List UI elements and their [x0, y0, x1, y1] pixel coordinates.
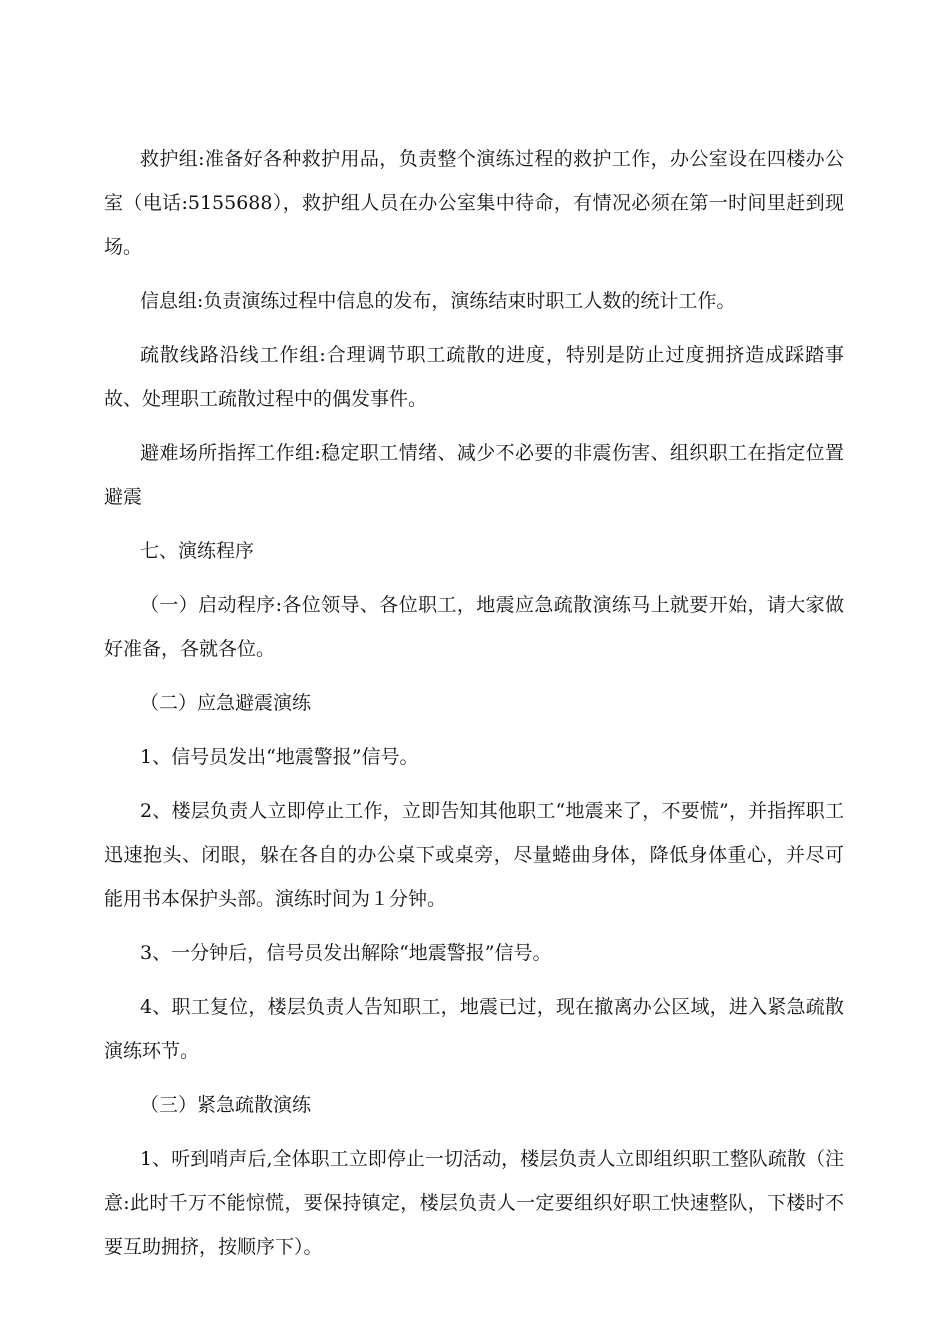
list-item-step-3: 3、一分钟后，信号员发出解除“地震警报”信号。: [140, 942, 552, 964]
paragraph-start-procedure: （一）启动程序:各位领导、各位职工，地震应急疏散演练马上就要开始，请大家做好准备，各就各位。: [104, 594, 844, 660]
paragraph-info-group: 信息组:负责演练过程中信息的发布，演练结束时职工人数的统计工作。: [140, 290, 736, 312]
section-heading-drill-procedure: 七、演练程序: [140, 540, 255, 562]
list-item-step-1: 1、信号员发出“地震警报”信号。: [140, 746, 419, 768]
subheading-emergency-shelter-drill: （二）应急避震演练: [140, 692, 312, 714]
list-item-step-2: 2、楼层负责人立即停止工作，立即告知其他职工“地震来了，不要慌”，并指挥职工迅速抱头、闭眼，躲在各自的办公桌下或桌旁，尽量蜷曲身体，降低身体重心，并尽可能用书本保护头部。演练时间为１分钟。: [104, 800, 844, 910]
document-body: [104, 137, 844, 1279]
paragraph-shelter-command-group: 避难场所指挥工作组:稳定职工情绪、减少不必要的非震伤害、组织职工在指定位置避震: [104, 442, 844, 508]
subheading-emergency-evacuation-drill: （三）紧急疏散演练: [140, 1094, 312, 1116]
paragraph-rescue-group: 救护组:准备好各种救护用品，负责整个演练过程的救护工作，办公室设在四楼办公室（电话:5155688），救护组人员在办公室集中待命，有情况必须在第一时间里赶到现场。: [104, 148, 844, 258]
paragraph-evacuation-route-group: 疏散线路沿线工作组:合理调节职工疏散的进度，特别是防止过度拥挤造成踩踏事故、处理职工疏散过程中的偶发事件。: [104, 344, 844, 410]
list-item-evacuation-step-1: 1、听到哨声后,全体职工立即停止一切活动，楼层负责人立即组织职工整队疏散（注意:此时千万不能惊慌，要保持镇定，楼层负责人一定要组织好职工快速整队，下楼时不要互助拥挤，按顺序下）。: [104, 1148, 844, 1258]
list-item-step-4: 4、职工复位，楼层负责人告知职工，地震已过，现在撤离办公区域，进入紧急疏散演练环节。: [104, 996, 844, 1062]
